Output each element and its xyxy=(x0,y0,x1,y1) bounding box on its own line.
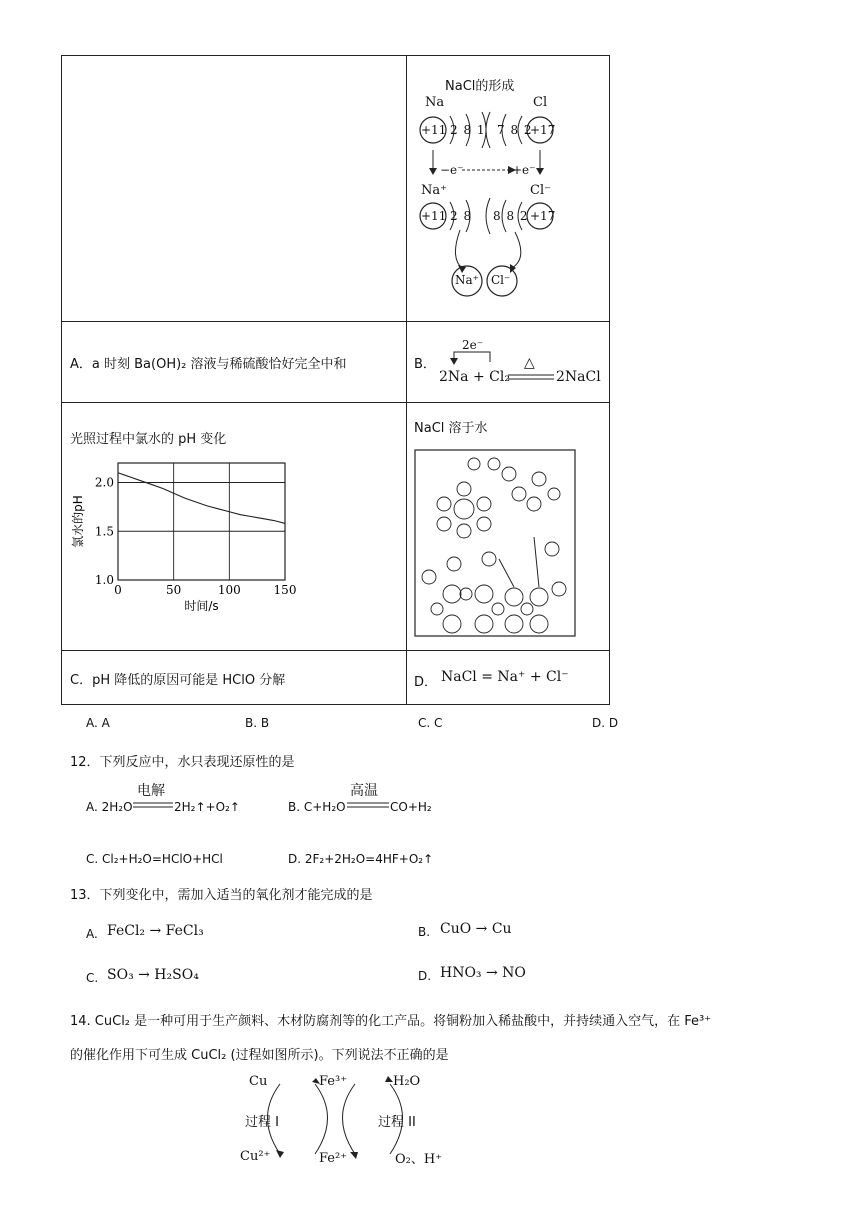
q12-b-condition: 高温 xyxy=(350,783,378,799)
x-tick-label: 50 xyxy=(166,583,182,597)
ion-na: Na⁺ xyxy=(455,273,479,287)
q12-c: C. Cl₂+H₂O=HClO+HCl xyxy=(86,852,223,866)
q13-d: HNO₃ → NO xyxy=(440,965,526,981)
ph-data-point xyxy=(229,511,230,512)
na-nucleus: +11 xyxy=(421,123,447,137)
o2-h-label: O₂、H⁺ xyxy=(395,1152,443,1167)
na-ion-shells: 2 8 xyxy=(450,209,473,223)
fe2-label: Fe²⁺ xyxy=(319,1151,348,1166)
table-divider-vertical xyxy=(406,55,407,705)
q12-a-condition: 电解 xyxy=(137,783,165,799)
lose-electron-label: −e⁻ xyxy=(440,163,464,177)
h2o-label: H₂O xyxy=(393,1074,421,1089)
na-ion-label: Na⁺ xyxy=(421,183,447,198)
ph-data-point xyxy=(140,480,141,481)
q13-a-letter: A. xyxy=(86,927,98,941)
ph-data-point xyxy=(207,506,208,507)
x-tick-label: 150 xyxy=(273,583,297,597)
y-tick-label: 2.0 xyxy=(94,475,114,490)
cell-a-caption: A．a 时刻 Ba(OH)₂ 溶液与稀硫酸恰好完全中和 xyxy=(70,357,347,372)
x-tick-label: 100 xyxy=(217,583,241,597)
q12-b-right: CO+H₂ xyxy=(390,800,432,814)
ph-data-point xyxy=(173,493,174,494)
cl-ion-nucleus: +17 xyxy=(530,209,556,223)
ph-data-point xyxy=(262,518,263,519)
y-tick-label: 1.5 xyxy=(94,524,114,539)
reaction-right: 2NaCl xyxy=(556,369,601,385)
fe3-label: Fe³⁺ xyxy=(319,1074,348,1089)
ph-data-point xyxy=(273,520,274,521)
cl-ion-shells: 8 8 2 xyxy=(493,209,529,223)
ph-data-point xyxy=(118,472,119,473)
reaction-left: 2Na + Cl₂ xyxy=(439,369,510,385)
ph-data-point xyxy=(285,523,286,524)
q13-stem: 13．下列变化中，需加入适当的氧化剂才能完成的是 xyxy=(70,888,373,903)
cell-d-equation: NaCl = Na⁺ + Cl⁻ xyxy=(441,669,569,685)
ph-data-point xyxy=(196,502,197,503)
ion-cl: Cl⁻ xyxy=(491,273,511,287)
na-shells: 2 8 1 xyxy=(450,123,486,137)
q13-a: FeCl₂ → FeCl₃ xyxy=(107,923,204,939)
ph-data-point xyxy=(129,476,130,477)
cl-atom-label: Cl xyxy=(533,95,548,110)
q12-a-left: A. 2H₂O xyxy=(86,800,133,814)
electron-transfer-label: 2e⁻ xyxy=(462,338,484,352)
x-axis-label: 时间/s xyxy=(184,599,219,613)
q13-c-letter: C. xyxy=(86,971,99,985)
ph-data-point xyxy=(184,498,185,499)
nacl-dissolution-diagram xyxy=(414,449,577,638)
cell-c-caption: C．pH 降低的原因可能是 HClO 分解 xyxy=(70,673,286,688)
y-tick-label: 1.0 xyxy=(94,573,114,587)
chart-frame xyxy=(118,463,285,580)
q11-option-c: C. C xyxy=(418,716,443,730)
cl-nucleus: +17 xyxy=(530,123,556,137)
q11-option-b: B. B xyxy=(245,716,270,730)
table-divider-row1 xyxy=(61,321,610,322)
cell-d-letter: D． xyxy=(414,675,438,690)
ph-series-line xyxy=(118,473,285,524)
heat-condition: △ xyxy=(524,355,535,371)
q12-d: D. 2F₂+2H₂O=4HF+O₂↑ xyxy=(288,852,434,866)
q13-d-letter: D. xyxy=(418,969,432,983)
q12-b-left: B. C+H₂O xyxy=(288,800,346,814)
cell-b-letter: B． xyxy=(414,357,436,372)
q13-b-letter: B. xyxy=(418,925,431,939)
equals-sign xyxy=(508,373,554,381)
gain-electron-label: +e⁻ xyxy=(512,163,536,177)
table-divider-row3 xyxy=(61,650,610,651)
ph-data-point xyxy=(151,484,152,485)
chart-title: 光照过程中氯水的 pH 变化 xyxy=(70,432,227,447)
process-1-label: 过程 I xyxy=(245,1115,279,1130)
cl-shells: 7 8 2 xyxy=(497,123,533,137)
q11-option-d: D. D xyxy=(592,716,619,730)
cl-ion-label: Cl⁻ xyxy=(530,183,551,198)
q13-c: SO₃ → H₂SO₄ xyxy=(107,967,199,983)
q12-b-equals xyxy=(347,802,389,808)
q12-a-equals xyxy=(133,802,173,808)
q12-a-right: 2H₂↑+O₂↑ xyxy=(174,800,240,814)
ph-data-point xyxy=(162,488,163,489)
table-divider-row2 xyxy=(61,402,610,403)
q14-line2: 的催化作用下可生成 CuCl₂ (过程如图所示)。下列说法不正确的是 xyxy=(70,1048,449,1063)
ph-data-point xyxy=(251,516,252,517)
ph-chart xyxy=(70,455,300,625)
nacl-formation-title: NaCl的形成 xyxy=(445,79,515,94)
y-axis-label: 氯水的pH xyxy=(71,495,85,548)
cu-label: Cu xyxy=(249,1074,268,1089)
ph-data-point xyxy=(240,514,241,515)
ph-data-point xyxy=(218,508,219,509)
process-2-label: 过程 II xyxy=(378,1115,416,1130)
electron-transfer-bracket xyxy=(440,348,500,368)
cu2-label: Cu²⁺ xyxy=(240,1149,271,1164)
na-atom-label: Na xyxy=(425,95,445,110)
x-tick-label: 0 xyxy=(114,583,122,597)
na-ion-nucleus: +11 xyxy=(421,209,447,223)
q14-line1: 14. CuCl₂ 是一种可用于生产颜料、木材防腐剂等的化工产品。将铜粉加入稀盐酸中，并持续通入空气，在 Fe³⁺ xyxy=(70,1014,712,1029)
q12-stem: 12．下列反应中，水只表现还原性的是 xyxy=(70,755,295,770)
q11-option-a: A. A xyxy=(86,716,110,730)
dissolve-title: NaCl 溶于水 xyxy=(414,421,488,436)
q13-b: CuO → Cu xyxy=(440,921,512,937)
